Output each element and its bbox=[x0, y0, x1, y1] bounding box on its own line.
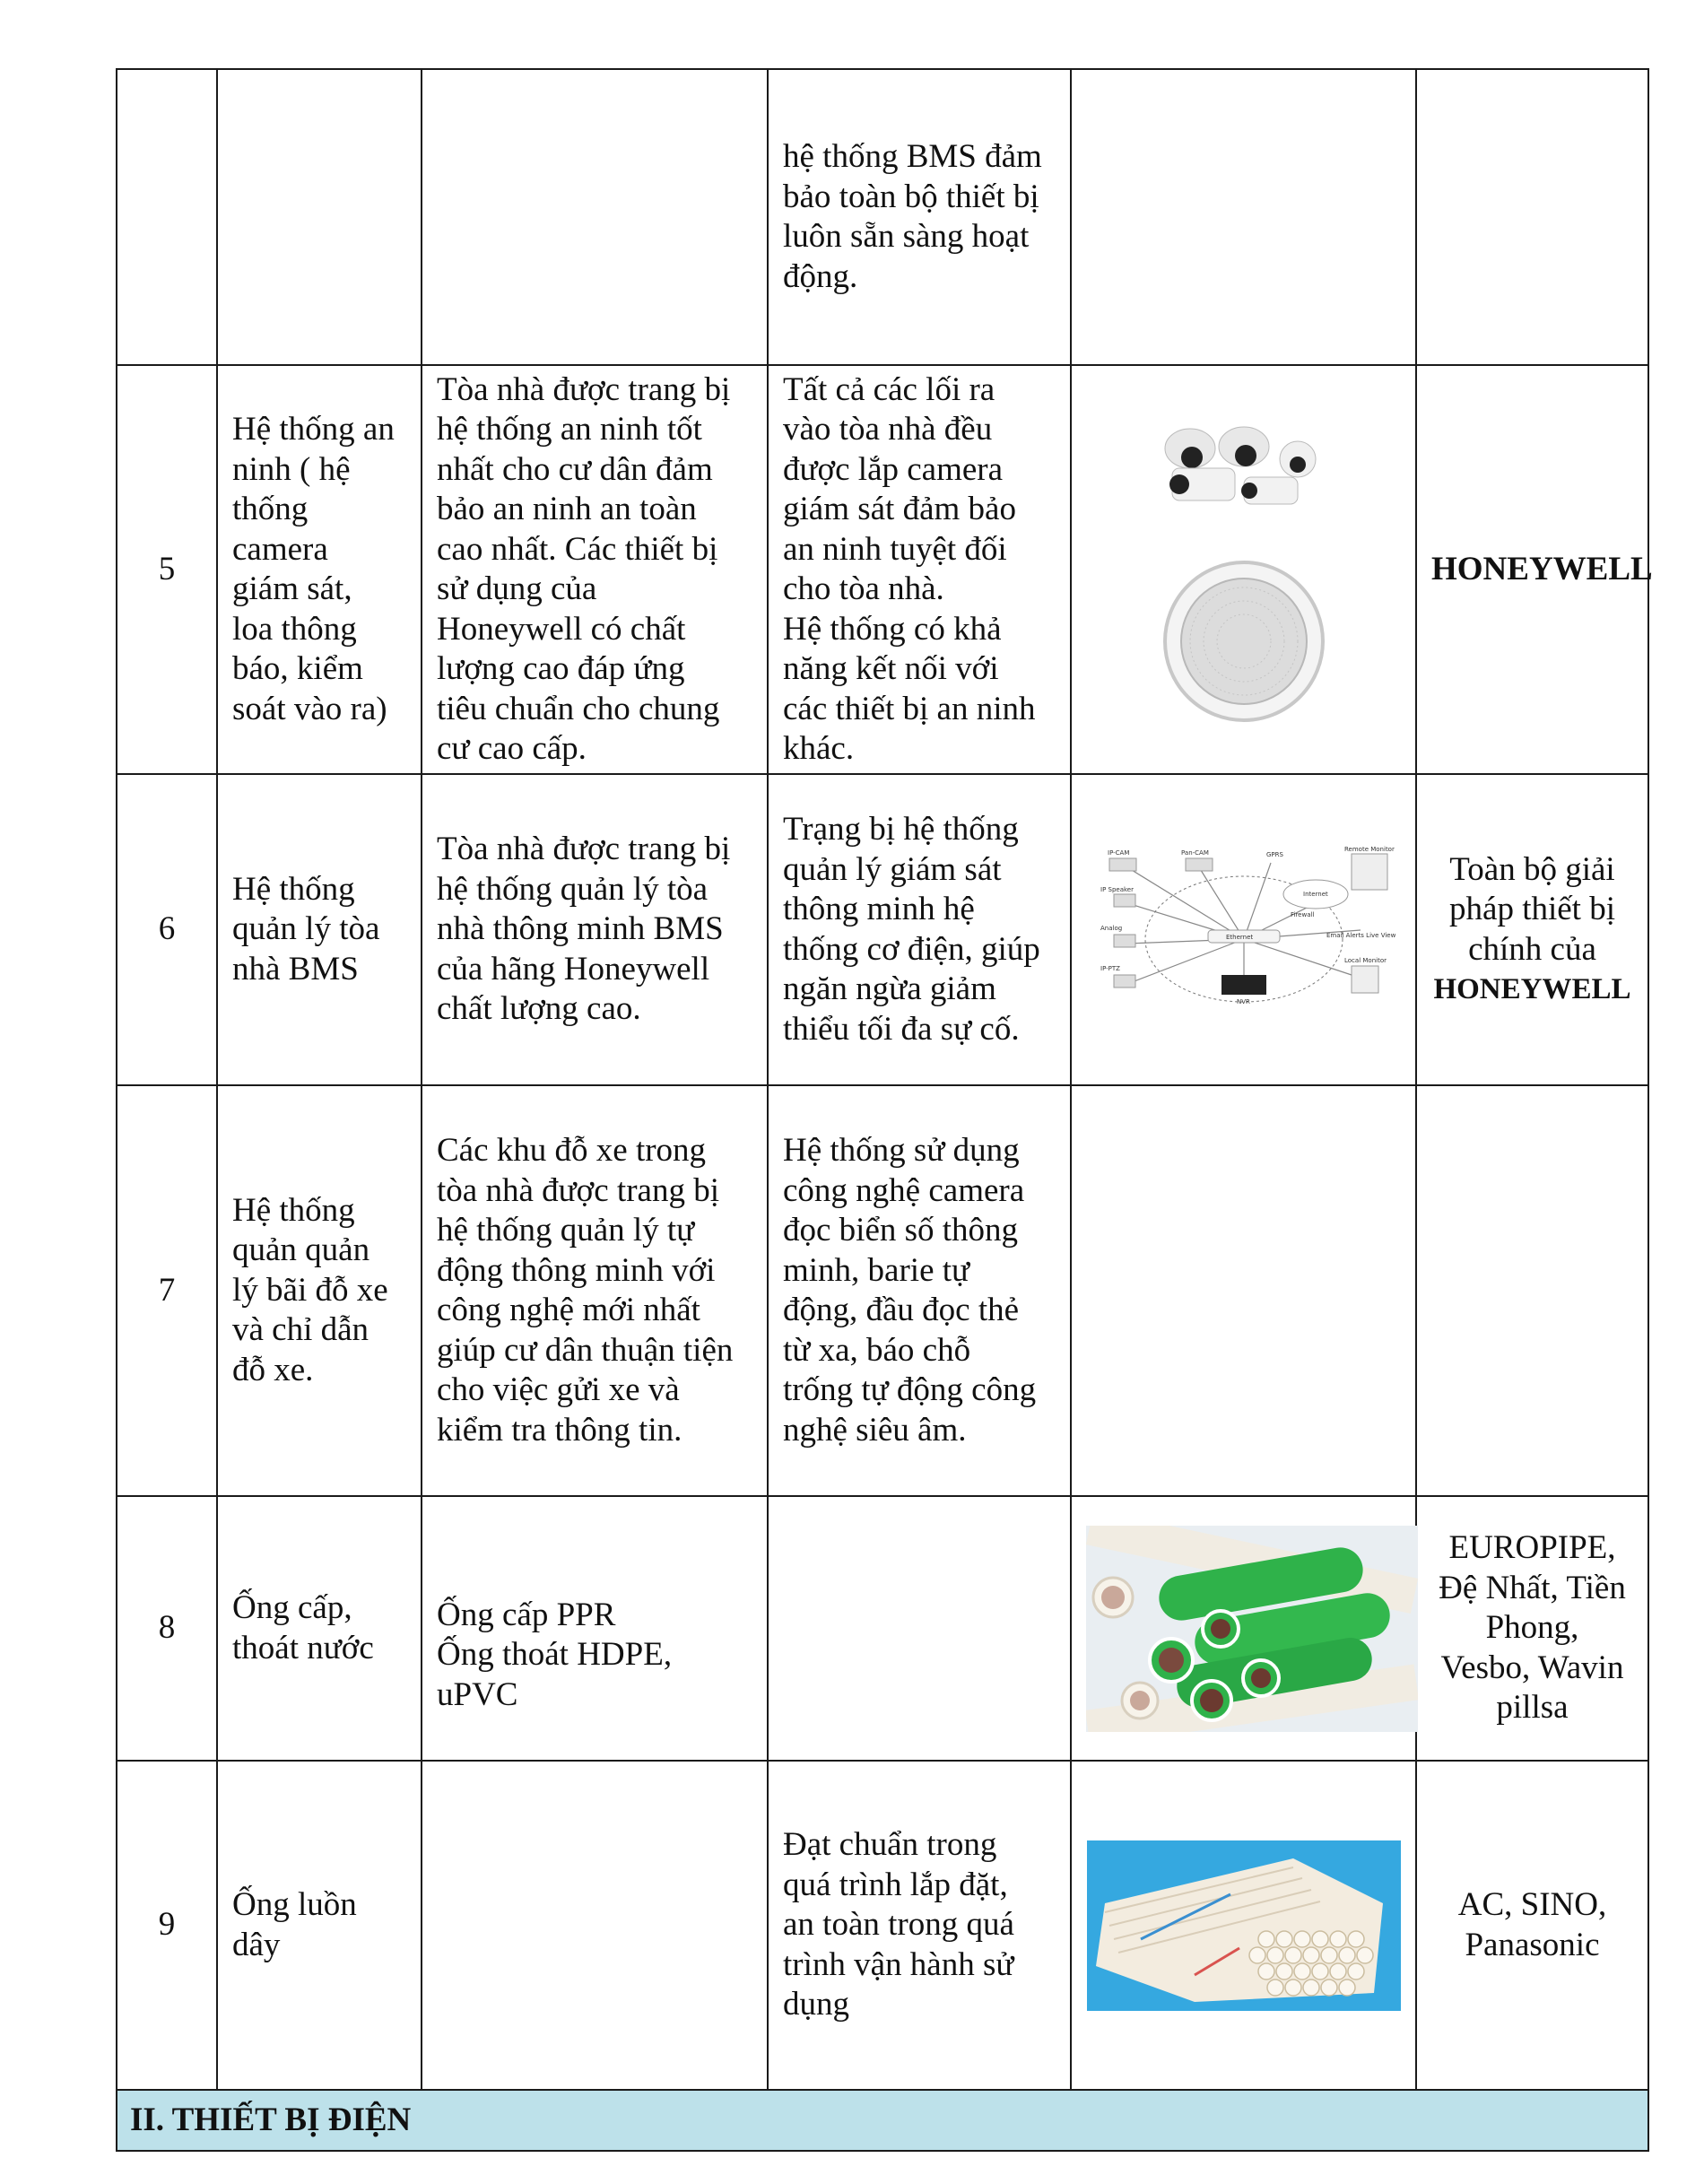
brand-cell bbox=[1416, 69, 1648, 365]
item-name-cell: Hệ thống quản quản lý bãi đỗ xe và chỉ dẫn đỗ xe. bbox=[217, 1085, 422, 1496]
conduit-pipe-image bbox=[1087, 1840, 1401, 2011]
description-cell: Tòa nhà được trang bị hệ thống an ninh tốt nhất cho cư dân đảm bảo an ninh an toàn cao nhất. Các thiết bị sử dụng của Honeywell có chất lượng cao đáp ứng tiêu chuẩn cho chung cư cao cấp. bbox=[422, 365, 768, 774]
section-heading: II. THIẾT BỊ ĐIỆN bbox=[117, 2090, 1648, 2151]
diagram-label: NVR bbox=[1236, 997, 1250, 1005]
row-number-cell: 9 bbox=[117, 1761, 217, 2090]
image-cell bbox=[1071, 1761, 1416, 2090]
feature-cell: hệ thống BMS đảm bảo toàn bộ thiết bị luôn sẵn sàng hoạt động. bbox=[768, 69, 1071, 365]
row-number-cell: 6 bbox=[117, 774, 217, 1085]
row-number-cell: 5 bbox=[117, 365, 217, 774]
image-cell bbox=[1071, 774, 1416, 1085]
feature-cell: Tất cả các lối ra vào tòa nhà đều được lắp camera giám sát đảm bảo an ninh tuyệt đối cho tòa nhà. Hệ thống có khả năng kết nối với các thiết bị an ninh khác. bbox=[768, 365, 1071, 774]
brand-cell: HONEYWELL bbox=[1416, 365, 1648, 774]
row-number-cell: 8 bbox=[117, 1496, 217, 1761]
diagram-label: IP-PTZ bbox=[1100, 964, 1120, 972]
image-cell bbox=[1071, 1085, 1416, 1496]
image-cell bbox=[1071, 1496, 1416, 1761]
brand-name: HONEYWELL bbox=[1433, 973, 1631, 1005]
item-name-cell: Hệ thống quản lý tòa nhà BMS bbox=[217, 774, 422, 1085]
water-pipe-image bbox=[1086, 1526, 1418, 1732]
feature-cell: Hệ thống sử dụng công nghệ camera đọc biển số thông minh, barie tự động, đầu đọc thẻ từ xa, báo chỗ trống tự động công nghệ siêu âm. bbox=[768, 1085, 1071, 1496]
image-cell bbox=[1071, 69, 1416, 365]
diagram-label: Pan-CAM bbox=[1180, 848, 1209, 857]
security-camera-image bbox=[1154, 413, 1334, 520]
table-row bbox=[117, 774, 1648, 1085]
table-row bbox=[117, 365, 1648, 774]
table-row bbox=[117, 1496, 1648, 1761]
equipment-spec-table bbox=[116, 68, 1653, 2152]
diagram-label: IP Speaker bbox=[1100, 885, 1134, 893]
table-row bbox=[117, 1761, 1648, 2090]
speaker-image bbox=[1159, 556, 1329, 727]
item-name-cell: Ống cấp, thoát nước bbox=[217, 1496, 422, 1761]
item-name-cell: Ống luồn dây bbox=[217, 1761, 422, 2090]
diagram-label: Internet bbox=[1302, 890, 1328, 898]
brand-note: Toàn bộ giải pháp thiết bị chính của bbox=[1449, 850, 1615, 968]
image-cell bbox=[1071, 365, 1416, 774]
brand-cell: EUROPIPE, Đệ Nhất, Tiền Phong, Vesbo, Wavin pillsa bbox=[1416, 1496, 1648, 1761]
description-cell: Ống cấp PPR Ống thoát HDPE, uPVC bbox=[422, 1496, 768, 1761]
feature-cell: Đạt chuẩn trong quá trình lắp đặt, an toàn trong quá trình vận hành sử dụng bbox=[768, 1761, 1071, 2090]
diagram-label: Remote Monitor bbox=[1343, 845, 1395, 853]
bms-network-diagram bbox=[1091, 840, 1396, 1020]
brand-cell: AC, SINO, Panasonic bbox=[1416, 1761, 1648, 2090]
table-row bbox=[117, 69, 1648, 365]
feature-cell: Trạng bị hệ thống quản lý giám sát thông minh hệ thống cơ điện, giúp ngăn ngừa giảm thiểu tối đa sự cố. bbox=[768, 774, 1071, 1085]
brand-cell bbox=[1416, 1085, 1648, 1496]
item-name-cell bbox=[217, 69, 422, 365]
diagram-label: Ethernet bbox=[1225, 933, 1253, 941]
section-heading-row bbox=[117, 2090, 1648, 2151]
item-name-cell: Hệ thống an ninh ( hệ thống camera giám sát, loa thông báo, kiểm soát vào ra) bbox=[217, 365, 422, 774]
feature-cell bbox=[768, 1496, 1071, 1761]
diagram-label: IP-CAM bbox=[1107, 848, 1129, 857]
row-number-cell bbox=[117, 69, 217, 365]
table-row bbox=[117, 1085, 1648, 1496]
description-cell bbox=[422, 69, 768, 365]
diagram-label: Email Alerts Live View bbox=[1326, 931, 1395, 939]
diagram-label: Analog bbox=[1100, 924, 1122, 932]
diagram-label: GPRS bbox=[1265, 850, 1283, 858]
diagram-label: Firewall bbox=[1290, 910, 1314, 918]
row-number-cell: 7 bbox=[117, 1085, 217, 1496]
description-cell bbox=[422, 1761, 768, 2090]
diagram-label: Local Monitor bbox=[1343, 956, 1387, 964]
brand-cell bbox=[1416, 774, 1648, 1085]
description-cell: Tòa nhà được trang bị hệ thống quản lý tòa nhà thông minh BMS của hãng Honeywell chất lượng cao. bbox=[422, 774, 768, 1085]
description-cell: Các khu đỗ xe trong tòa nhà được trang bị hệ thống quản lý tự động thông minh với công nghệ mới nhất giúp cư dân thuận tiện cho việc gửi xe và kiểm tra thông tin. bbox=[422, 1085, 768, 1496]
